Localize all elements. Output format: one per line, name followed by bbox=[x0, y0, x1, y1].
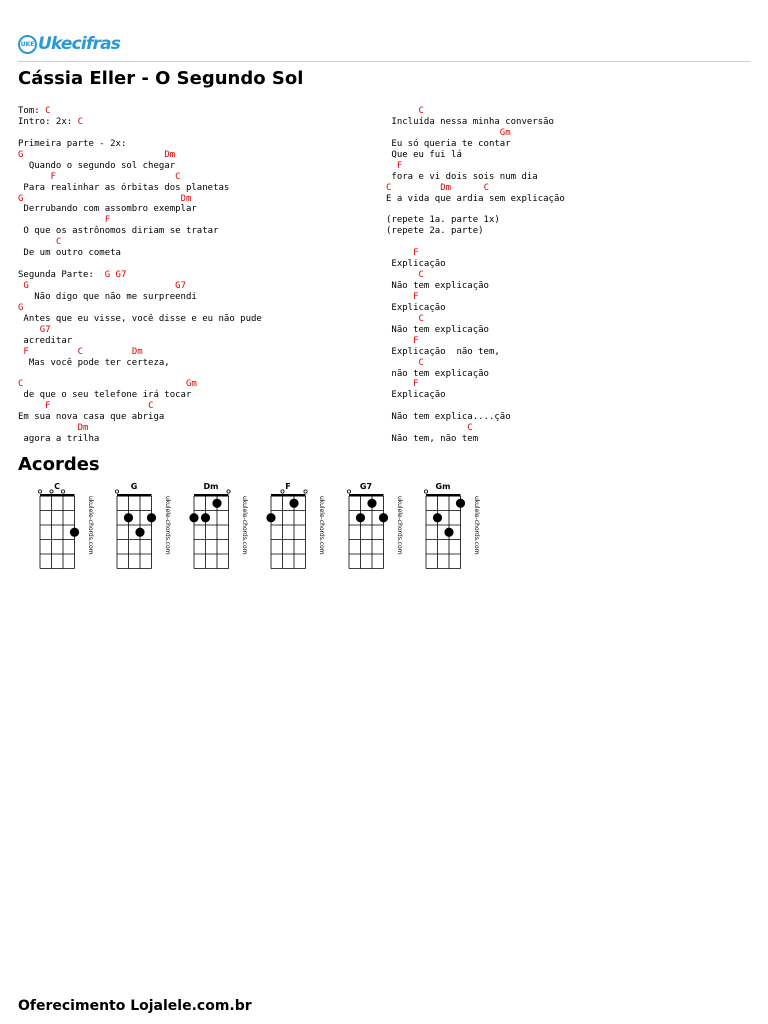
lyric-text bbox=[386, 161, 397, 171]
lyric-line bbox=[18, 434, 262, 445]
lyric-text: Intro: 2x: bbox=[18, 116, 78, 127]
lyric-text bbox=[18, 215, 105, 225]
lyric-text bbox=[386, 106, 419, 116]
lyric-text bbox=[18, 237, 56, 247]
chord-line bbox=[386, 161, 565, 172]
chord-symbol: Dm bbox=[77, 423, 89, 434]
watermark-text: ukulele-chords.com bbox=[241, 496, 248, 555]
chord-symbol: F bbox=[50, 171, 56, 182]
lyric-line bbox=[386, 412, 565, 423]
chord-symbol: Dm bbox=[180, 193, 192, 204]
lyric-line bbox=[386, 150, 565, 161]
chord-diagram-c bbox=[28, 480, 98, 584]
lyric-text bbox=[386, 128, 500, 138]
lyric-text bbox=[23, 150, 164, 160]
open-string-marker bbox=[50, 490, 53, 493]
lyric-line bbox=[18, 248, 262, 259]
page-title: Cássia Eller - O Segundo Sol bbox=[18, 68, 304, 89]
lyrics-column-left bbox=[18, 106, 262, 445]
lyric-line bbox=[386, 325, 565, 336]
chord-name-label: C bbox=[54, 482, 60, 491]
watermark-text: ukulele-chords.com bbox=[164, 496, 171, 555]
chord-line bbox=[18, 172, 262, 183]
chord-symbol: C bbox=[418, 270, 424, 281]
finger-dot bbox=[124, 513, 133, 522]
lyric-text: Tom: bbox=[18, 106, 46, 116]
chord-diagram-svg bbox=[414, 480, 484, 584]
lyric-text: Mas você pode ter certeza, bbox=[18, 357, 170, 368]
chord-line bbox=[18, 423, 262, 434]
lyric-text: Antes que eu visse, você disse e eu não pude bbox=[18, 313, 262, 324]
brand-name: Ukecifras bbox=[38, 34, 121, 54]
chord-line bbox=[386, 248, 565, 259]
lyric-text bbox=[18, 325, 40, 335]
lyric-line bbox=[386, 194, 565, 205]
chord-name-label: G7 bbox=[359, 482, 373, 491]
chord-symbol: C bbox=[148, 401, 154, 412]
lyric-text: Não digo que não me surpreendi bbox=[18, 291, 197, 302]
finger-dot bbox=[367, 499, 376, 508]
lyric-line bbox=[386, 117, 565, 128]
chord-line bbox=[18, 194, 262, 205]
chord-line bbox=[386, 336, 565, 347]
lyric-line bbox=[386, 303, 565, 314]
chord-symbol: C bbox=[483, 182, 489, 193]
watermark-text: ukulele-chords.com bbox=[318, 496, 325, 555]
chord-line bbox=[18, 117, 262, 128]
finger-dot bbox=[456, 499, 465, 508]
chord-line bbox=[18, 150, 262, 161]
lyric-text: acreditar bbox=[18, 335, 73, 346]
chord-line bbox=[18, 215, 262, 226]
chord-name-label: Dm bbox=[203, 482, 219, 491]
chord-symbol: G bbox=[23, 281, 29, 291]
lyric-text bbox=[451, 183, 484, 193]
chord-symbol: C bbox=[77, 116, 84, 127]
chord-symbol: C bbox=[418, 313, 424, 324]
chord-symbol: C bbox=[18, 379, 24, 390]
lyric-line bbox=[386, 215, 565, 226]
lyric-line bbox=[18, 183, 262, 194]
chord-diagram-svg bbox=[182, 480, 252, 584]
lyric-text: Eu só queria te contar bbox=[386, 138, 511, 149]
lyric-text: Quando o segundo sol chegar bbox=[18, 160, 176, 171]
lyric-line bbox=[386, 369, 565, 380]
lyric-line bbox=[18, 139, 262, 150]
finger-dot bbox=[289, 499, 298, 508]
chord-symbol: C bbox=[418, 106, 424, 116]
chord-line bbox=[18, 379, 262, 390]
finger-dot bbox=[135, 528, 144, 537]
finger-dot bbox=[266, 513, 275, 522]
lyric-text bbox=[51, 401, 149, 411]
lyric-text: Explicação bbox=[386, 302, 446, 313]
chord-diagram-f bbox=[259, 480, 329, 584]
lyric-line bbox=[18, 412, 262, 423]
chord-symbol: C bbox=[45, 106, 51, 116]
chord-line bbox=[386, 292, 565, 303]
lyric-line bbox=[18, 292, 262, 303]
lyric-text: Incluída nessa minha conversão bbox=[386, 116, 554, 127]
lyric-line bbox=[18, 128, 262, 139]
finger-dot bbox=[379, 513, 388, 522]
chord-symbol: F bbox=[45, 401, 51, 412]
chord-symbol: F bbox=[104, 215, 111, 226]
lyric-text bbox=[386, 314, 419, 324]
lyric-text bbox=[386, 336, 413, 346]
chord-symbol: F bbox=[396, 160, 403, 171]
lyric-text bbox=[29, 281, 175, 291]
chord-line bbox=[386, 106, 565, 117]
chord-symbol: Dm bbox=[131, 346, 143, 357]
chord-name-label: G bbox=[130, 482, 138, 491]
watermark-text: ukulele-chords.com bbox=[87, 496, 94, 555]
chord-symbol: G bbox=[18, 149, 24, 160]
chord-line bbox=[386, 270, 565, 281]
lyric-text: Que eu fui lá bbox=[386, 149, 462, 160]
lyric-line bbox=[18, 226, 262, 237]
chord-symbol: F bbox=[413, 291, 419, 302]
lyric-text bbox=[23, 194, 180, 204]
lyric-text: Primeira parte - 2x: bbox=[18, 138, 127, 149]
lyric-text: O que os astrônomos diriam se tratar bbox=[18, 226, 219, 237]
chord-line bbox=[386, 379, 565, 390]
chord-diagram-svg bbox=[337, 480, 407, 584]
chord-symbol: G bbox=[18, 193, 24, 204]
chord-symbol: Dm bbox=[440, 182, 452, 193]
lyric-line bbox=[18, 390, 262, 401]
chord-symbol: Dm bbox=[164, 149, 176, 160]
chord-diagram-g bbox=[105, 480, 175, 584]
lyric-line bbox=[18, 259, 262, 270]
finger-dot bbox=[444, 528, 453, 537]
chord-line bbox=[386, 423, 565, 434]
lyric-line bbox=[18, 204, 262, 215]
open-string-marker bbox=[115, 490, 118, 493]
footer-sponsor: Oferecimento Lojalele.com.br bbox=[18, 998, 252, 1014]
lyric-text bbox=[391, 183, 440, 193]
chord-name-label: F bbox=[285, 482, 291, 491]
lyrics-column-right bbox=[386, 106, 565, 445]
chord-symbol: F bbox=[413, 248, 419, 259]
lyric-line bbox=[386, 139, 565, 150]
open-string-marker bbox=[424, 490, 427, 493]
open-string-marker bbox=[227, 490, 230, 493]
lyric-line bbox=[18, 314, 262, 325]
finger-dot bbox=[147, 513, 156, 522]
chord-diagram-svg bbox=[28, 480, 98, 584]
chord-line bbox=[18, 325, 262, 336]
lyric-text bbox=[18, 401, 45, 411]
chord-line bbox=[18, 281, 262, 292]
lyric-line bbox=[386, 347, 565, 358]
lyric-text bbox=[18, 423, 78, 433]
chord-symbol: C bbox=[386, 182, 392, 193]
lyric-line bbox=[18, 358, 262, 369]
chord-diagram-g7 bbox=[337, 480, 407, 584]
lyric-text: agora a trilha bbox=[18, 434, 100, 445]
chord-diagram-svg bbox=[105, 480, 175, 584]
finger-dot bbox=[189, 513, 198, 522]
lyric-text: Não tem explicação bbox=[386, 281, 489, 291]
chord-symbol: F bbox=[23, 346, 29, 357]
lyric-text: Não tem explica....ção bbox=[386, 412, 511, 423]
lyric-text bbox=[386, 423, 467, 433]
chord-symbol: F bbox=[413, 335, 419, 346]
lyric-text: De um outro cometa bbox=[18, 248, 121, 259]
chord-symbol: C bbox=[418, 357, 424, 368]
lyric-text: Para realinhar as órbitas dos planetas bbox=[18, 182, 230, 193]
chord-line bbox=[18, 270, 262, 281]
open-string-marker bbox=[61, 490, 64, 493]
chord-line bbox=[18, 106, 262, 117]
chord-line bbox=[18, 401, 262, 412]
lyric-line bbox=[386, 281, 565, 292]
lyric-text: Em sua nova casa que abriga bbox=[18, 412, 165, 423]
chord-symbol: G7 bbox=[175, 281, 186, 291]
lyric-text: Derrubando com assombro exemplar bbox=[18, 204, 197, 215]
chord-symbol: Gm bbox=[499, 127, 511, 138]
lyric-text bbox=[386, 248, 413, 258]
lyric-line bbox=[386, 172, 565, 183]
chord-symbol: Gm bbox=[185, 379, 197, 390]
chord-symbol: G bbox=[18, 302, 24, 313]
lyric-text: fora e vi dois sois num dia bbox=[386, 171, 538, 182]
chord-line bbox=[386, 358, 565, 369]
chord-name-label: Gm bbox=[435, 482, 451, 491]
lyric-text: (repete 2a. parte) bbox=[386, 226, 484, 237]
chord-symbol: G7 bbox=[39, 324, 51, 335]
lyric-text: Não tem explicação bbox=[386, 324, 489, 335]
lyric-text bbox=[18, 172, 51, 182]
chords-heading: Acordes bbox=[18, 454, 100, 475]
lyric-text: Explicação bbox=[386, 259, 446, 270]
lyric-text: Explicação não tem, bbox=[386, 346, 500, 357]
lyric-text: (repete 1a. parte 1x) bbox=[386, 215, 500, 226]
chord-symbol: C bbox=[55, 237, 62, 248]
lyric-text bbox=[386, 358, 419, 368]
lyric-text bbox=[386, 270, 419, 280]
chord-line bbox=[386, 128, 565, 139]
chord-line bbox=[18, 237, 262, 248]
chord-line bbox=[386, 183, 565, 194]
ukecifras-logo[interactable] bbox=[18, 33, 120, 55]
finger-dot bbox=[212, 499, 221, 508]
lyric-text: Segunda Parte: bbox=[18, 270, 105, 281]
lyric-line bbox=[18, 369, 262, 380]
ukulele-badge-icon: UKE bbox=[18, 35, 37, 54]
finger-dot bbox=[433, 513, 442, 522]
chord-symbol: C bbox=[77, 346, 84, 357]
chord-symbol: G G7 bbox=[104, 270, 127, 281]
chord-diagram-gm bbox=[414, 480, 484, 584]
chord-diagram-svg bbox=[259, 480, 329, 584]
chord-line bbox=[18, 347, 262, 358]
lyric-line bbox=[386, 259, 565, 270]
chord-diagram-dm bbox=[182, 480, 252, 584]
open-string-marker bbox=[304, 490, 307, 493]
lyric-line bbox=[386, 434, 565, 445]
header-divider bbox=[18, 61, 750, 62]
lyric-text: de que o seu telefone irá tocar bbox=[18, 390, 192, 401]
lyric-line bbox=[386, 204, 565, 215]
lyric-text bbox=[83, 347, 132, 357]
lyric-text bbox=[23, 379, 186, 389]
open-string-marker bbox=[38, 490, 41, 493]
lyric-line bbox=[18, 161, 262, 172]
chord-line bbox=[386, 314, 565, 325]
open-string-marker bbox=[347, 490, 350, 493]
lyric-text bbox=[56, 172, 175, 182]
lyric-text bbox=[386, 292, 413, 302]
chord-line bbox=[18, 303, 262, 314]
lyric-text: Não tem, não tem bbox=[386, 434, 479, 445]
lyric-line bbox=[386, 390, 565, 401]
chord-symbol: C bbox=[175, 171, 181, 182]
lyric-text: não tem explicação bbox=[386, 368, 489, 379]
lyric-line bbox=[386, 237, 565, 248]
lyric-text: Explicação bbox=[386, 390, 446, 401]
lyric-line bbox=[386, 401, 565, 412]
watermark-text: ukulele-chords.com bbox=[473, 496, 480, 555]
finger-dot bbox=[201, 513, 210, 522]
lyric-line bbox=[386, 226, 565, 237]
finger-dot bbox=[356, 513, 365, 522]
lyric-text bbox=[386, 379, 413, 389]
lyric-text: E a vida que ardia sem explicação bbox=[386, 193, 565, 204]
lyric-line bbox=[18, 336, 262, 347]
chord-symbol: F bbox=[413, 379, 419, 390]
open-string-marker bbox=[281, 490, 284, 493]
watermark-text: ukulele-chords.com bbox=[396, 496, 403, 555]
lyric-text bbox=[29, 347, 78, 357]
finger-dot bbox=[70, 528, 79, 537]
chord-symbol: C bbox=[467, 423, 473, 434]
